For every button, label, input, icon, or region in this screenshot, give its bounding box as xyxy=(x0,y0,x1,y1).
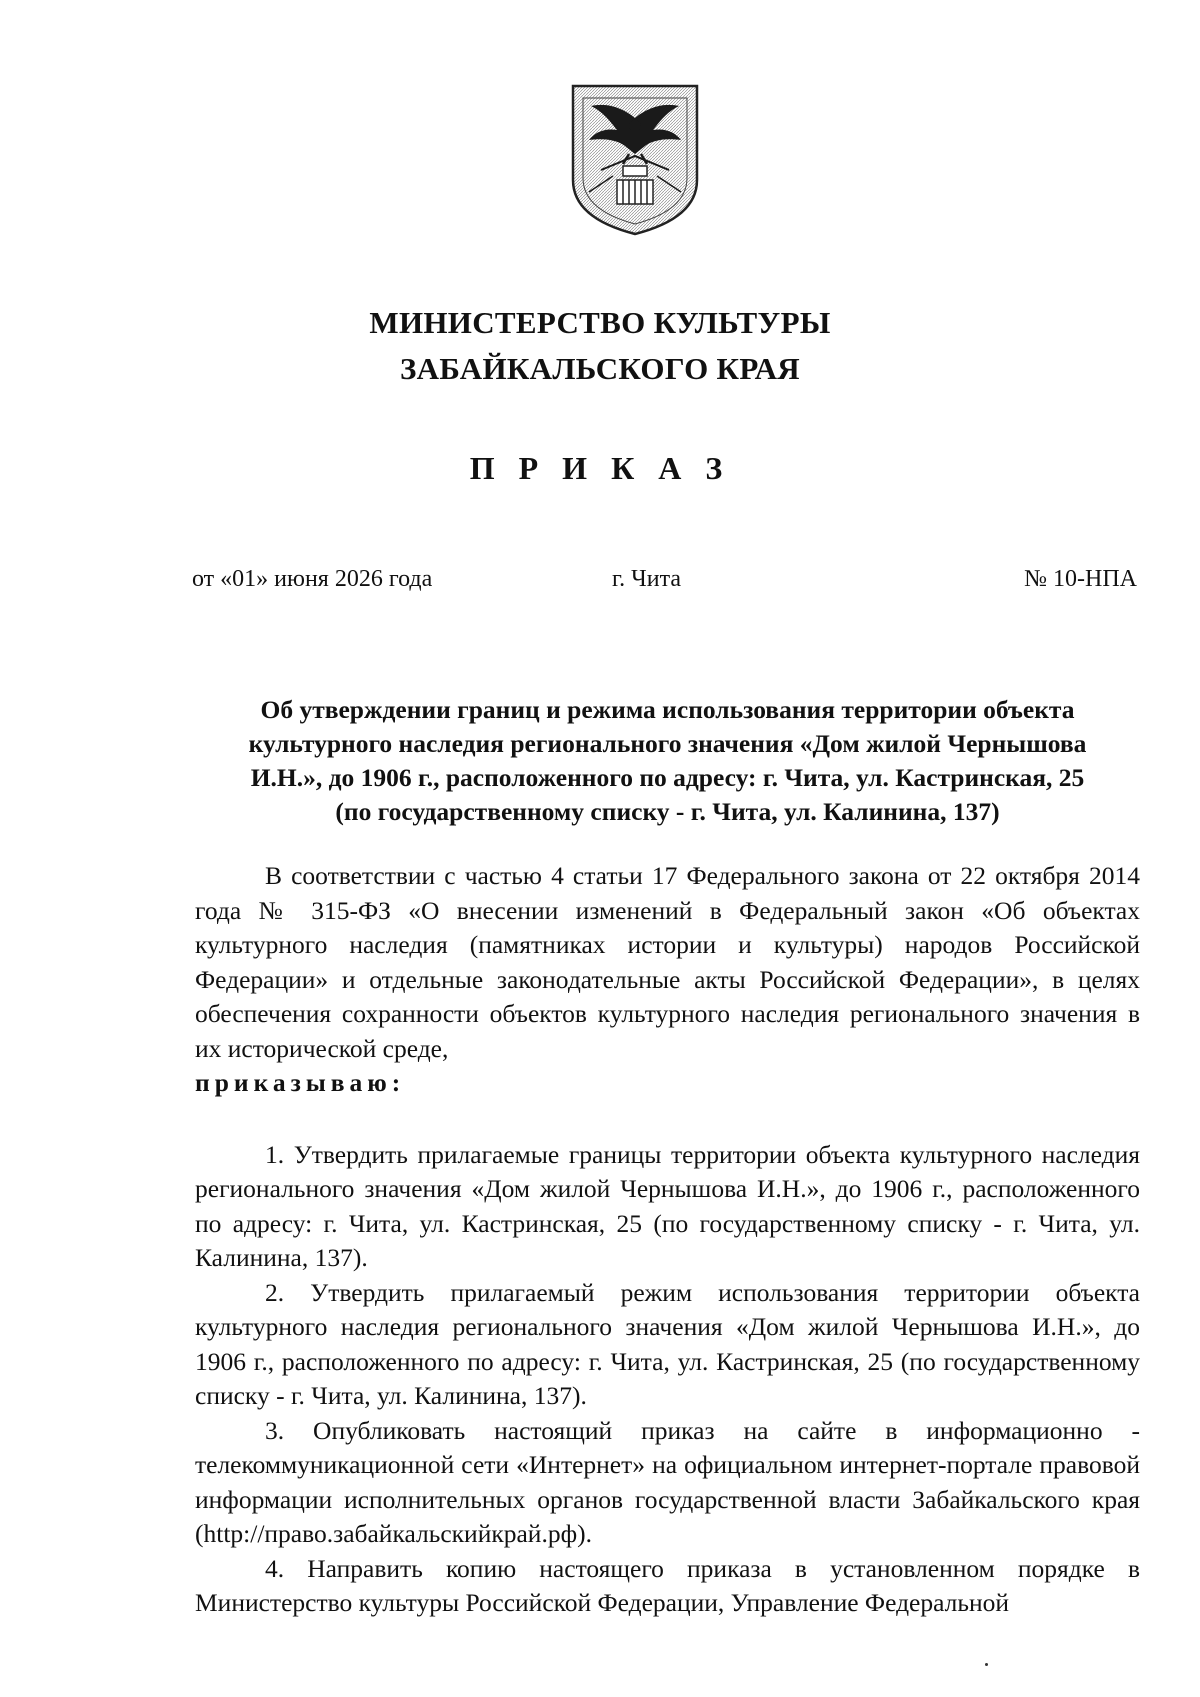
ministry-name-line-2: ЗАБАЙКАЛЬСКОГО КРАЯ xyxy=(400,351,800,386)
decree-word: приказываю: xyxy=(195,1068,406,1097)
coat-of-arms-icon xyxy=(565,80,705,238)
preamble-text: В соответствии с частью 4 статьи 17 Федерального закона от 22 октября 2014 года № 315-ФЗ «О внесении изменений в Федеральный закон «Об объектах культурного наследия (памятниках истории и культуры) народов Российской Федерации» и отдельные законодательные акты Российской Федерации», в целях обеспечения сохранности объектов культурного наследия регионального значения в их исторической среде, xyxy=(195,861,1140,1063)
scan-speck xyxy=(985,1663,988,1666)
order-item-4: 4. Направить копию настоящего приказа в установленном порядке в Министерство культуры Российской Федерации, Управление Федеральной xyxy=(195,1553,1140,1617)
order-number: № 10-НПА xyxy=(1024,566,1137,592)
preamble xyxy=(195,859,1140,1101)
subject-line-4: (по государственному списку - г. Чита, ул. Калинина, 137) xyxy=(335,797,1000,826)
order-subject xyxy=(195,693,1140,829)
ministry-name-line-1: МИНИСТЕРСТВО КУЛЬТУРЫ xyxy=(369,305,831,340)
subject-line-1: Об утверждении границ и режима использования территории объекта xyxy=(260,695,1075,724)
order-items xyxy=(195,1138,1140,1621)
document-type-title: П Р И К А З xyxy=(469,450,731,486)
subject-line-2: культурного наследия регионального значения «Дом жилой Чернышова xyxy=(248,729,1087,758)
ministry-name xyxy=(0,300,1200,392)
order-item-1: 1. Утвердить прилагаемые границы территории объекта культурного наследия регионального значения «Дом жилой Чернышова И.Н.», до 1906 г., расположенного по адресу: г. Чита, ул. Кастринская, 25 (по государственному списку - г. Чита, ул. Калинина, 137). xyxy=(195,1139,1140,1272)
subject-line-3: И.Н.», до 1906 г., расположенного по адресу: г. Чита, ул. Кастринская, 25 xyxy=(250,763,1085,792)
order-item-2: 2. Утвердить прилагаемый режим использования территории объекта культурного наследия регионального значения «Дом жилой Чернышова И.Н.», до 1906 г., расположенного по адресу: г. Чита, ул. Кастринская, 25 (по государственному списку - г. Чита, ул. Калинина, 137). xyxy=(195,1277,1140,1410)
order-city: г. Чита xyxy=(612,566,682,592)
order-body xyxy=(195,859,1140,1621)
order-date: от «01» июня 2026 года xyxy=(192,566,433,592)
order-item-3: 3. Опубликовать настоящий приказ на сайте в информационно - телекоммуникационной сети «Интернет» на официальном интернет-портале правовой информации исполнительных органов государственной власти Забайкальского края (http://право.забайкальскийкрай.рф). xyxy=(195,1415,1140,1548)
